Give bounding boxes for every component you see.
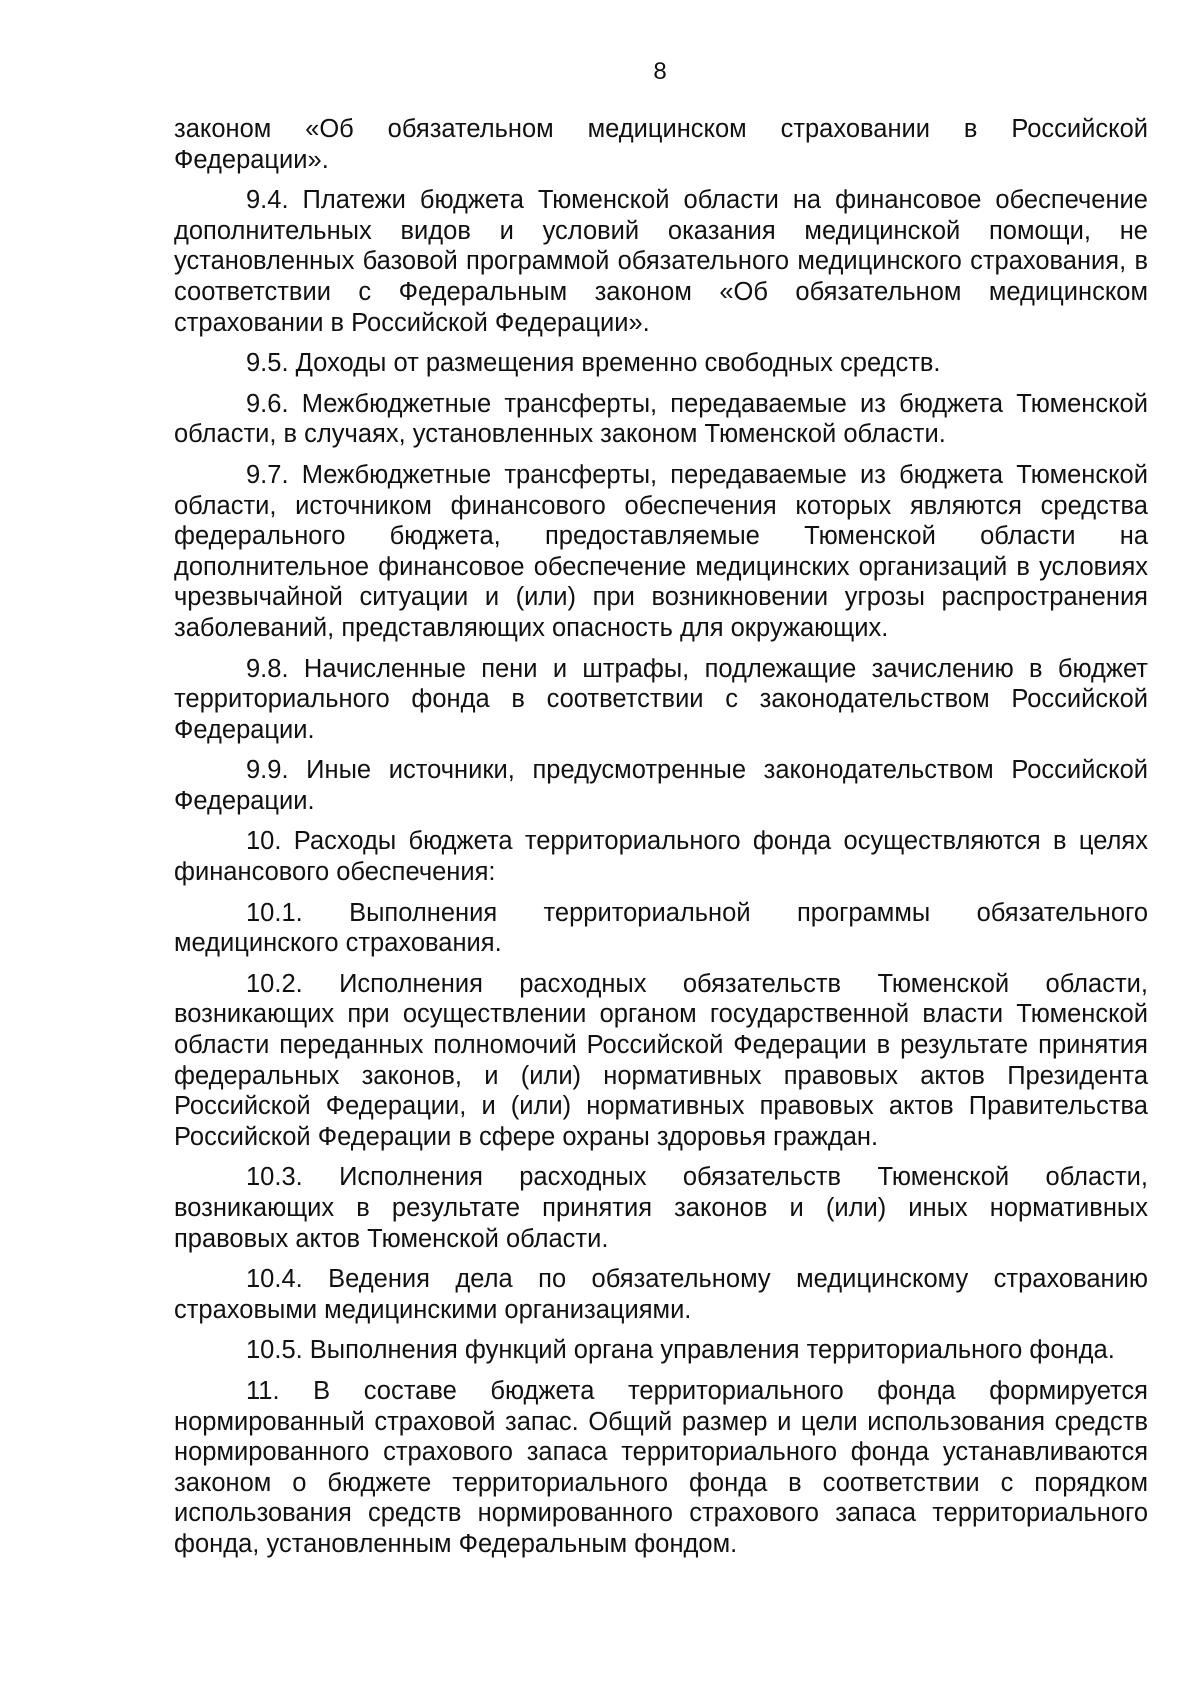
paragraph-9-4: 9.4. Платежи бюджета Тюменской области на финансовое обеспечение дополнительных видов и условий оказания медицинской помощи, не установленных базовой программой обязательного медицинского страхования, в соответствии с Федеральным законом «Об обязательном медицинском страховании в Российской Федерации». xyxy=(174,186,1148,337)
paragraph-11: 11. В составе бюджета территориального фонда формируется нормированный страховой запас. Общий размер и цели использования средств нормированного страхового запаса территориального фонда устанавливаются законом о бюджете территориального фонда в соответствии с порядком использования средств нормированного страхового запаса территориального фонда, установленным Федеральным фондом. xyxy=(174,1376,1148,1558)
page-number: 8 xyxy=(653,58,667,85)
paragraph-10-1: 10.1. Выполнения территориальной программы обязательного медицинского страхования. xyxy=(174,898,1148,958)
paragraph-9-9: 9.9. Иные источники, предусмотренные законодательством Российской Федерации. xyxy=(174,756,1148,815)
paragraph-10-4: 10.4. Ведения дела по обязательному медицинскому страхованию страховыми медицинскими организациями. xyxy=(174,1265,1148,1324)
paragraph-9-5: 9.5. Доходы от размещения временно свободных средств. xyxy=(246,349,941,378)
paragraph-10: 10. Расходы бюджета территориального фонда осуществляются в целях финансового обеспечения: xyxy=(174,827,1148,887)
paragraph-10-2: 10.2. Исполнения расходных обязательств Тюменской области, возникающих при осуществлении органом государственной власти Тюменской области переданных полномочий Российской Федерации в результате принятия федеральных законов, и (или) нормативных правовых актов Президента Российской Федерации, и (или) нормативных правовых актов Правительства Российской Федерации в сфере охраны здоровья граждан. xyxy=(174,969,1148,1151)
paragraph-10-3: 10.3. Исполнения расходных обязательств Тюменской области, возникающих в результате принятия законов и (или) иных нормативных правовых актов Тюменской области. xyxy=(174,1163,1148,1253)
paragraph-9-7: 9.7. Межбюджетные трансферты, передаваемые из бюджета Тюменской области, источником финансового обеспечения которых являются средства федерального бюджета, предоставляемые Тюменской области на дополнительное финансовое обеспечение медицинских организаций в условиях чрезвычайной ситуации и (или) при возникновении угрозы распространения заболеваний, представляющих опасность для окружающих. xyxy=(174,460,1148,642)
paragraph-9-8: 9.8. Начисленные пени и штрафы, подлежащие зачислению в бюджет территориального фонда в соответствии с законодательством Российской Федерации. xyxy=(174,654,1148,744)
paragraph-continuation: законом «Об обязательном медицинском страховании в Российской Федерации». xyxy=(174,115,1148,174)
paragraph-10-5: 10.5. Выполнения функций органа управления территориального фонда. xyxy=(246,1336,1115,1365)
document-body xyxy=(174,114,1148,1570)
paragraph-9-6: 9.6. Межбюджетные трансферты, передаваемые из бюджета Тюменской области, в случаях, установленных законом Тюменской области. xyxy=(174,389,1148,449)
